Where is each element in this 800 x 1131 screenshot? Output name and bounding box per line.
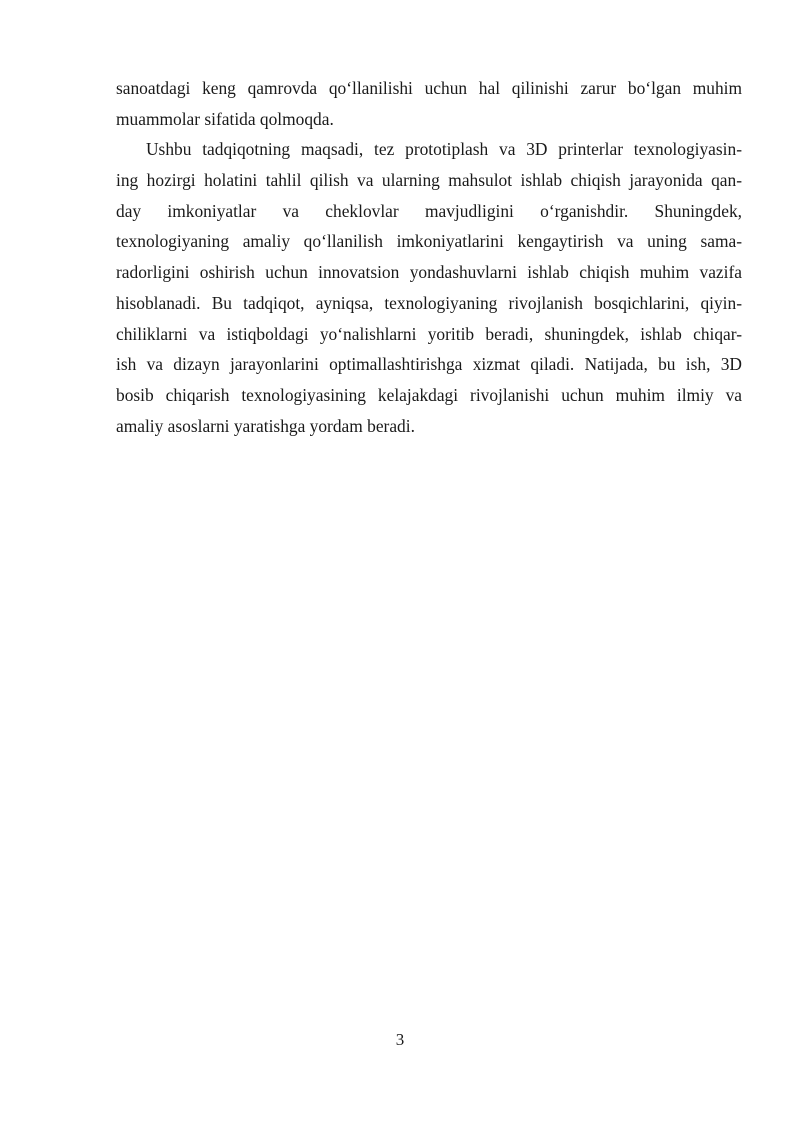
text-line: sanoatdagi keng qamrovda qo‘llanilishi uchun hal qilinishi zarur bo‘lgan muhim [116,78,742,98]
text-line: ish va dizayn jarayonlarini optimallashtirishga xizmat qiladi. Natijada, bu ish, 3D [116,354,742,375]
text-line: amaliy asoslarni yaratishga yordam beradi. [116,415,415,436]
text-line: radorligini oshirish uchun innovatsion yondashuvlarni ishlab chiqish muhim vazifa [116,262,742,283]
text-line: Ushbu tadqiqotning maqsadi, tez prototiplash va 3D printerlar texnologiyasin- [146,139,742,160]
body-text [116,73,742,441]
paragraph-continuation [116,73,742,134]
text-line: day imkoniyatlar va cheklovlar mavjudligini o‘rganishdir. Shuningdek, [116,200,742,221]
text-line: bosib chiqarish texnologiyasining kelajakdagi rivojlanishi uchun muhim ilmiy va [116,384,742,405]
text-line: muammolar sifatida qolmoqda. [116,108,334,129]
text-line: hisoblanadi. Bu tadqiqot, ayniqsa, texnologiyaning rivojlanish bosqichlarini, qiyin- [116,292,742,313]
text-line: ing hozirgi holatini tahlil qilish va ularning mahsulot ishlab chiqish jarayonida qan- [116,170,742,191]
paragraph-purpose [116,134,742,441]
page-number: 3 [395,1030,405,1049]
text-line: texnologiyaning amaliy qo‘llanilish imkoniyatlarini kengaytirish va uning sama- [116,231,742,252]
text-line: chiliklarni va istiqboldagi yo‘nalishlarni yoritib beradi, shuningdek, ishlab chiqar- [116,323,742,344]
